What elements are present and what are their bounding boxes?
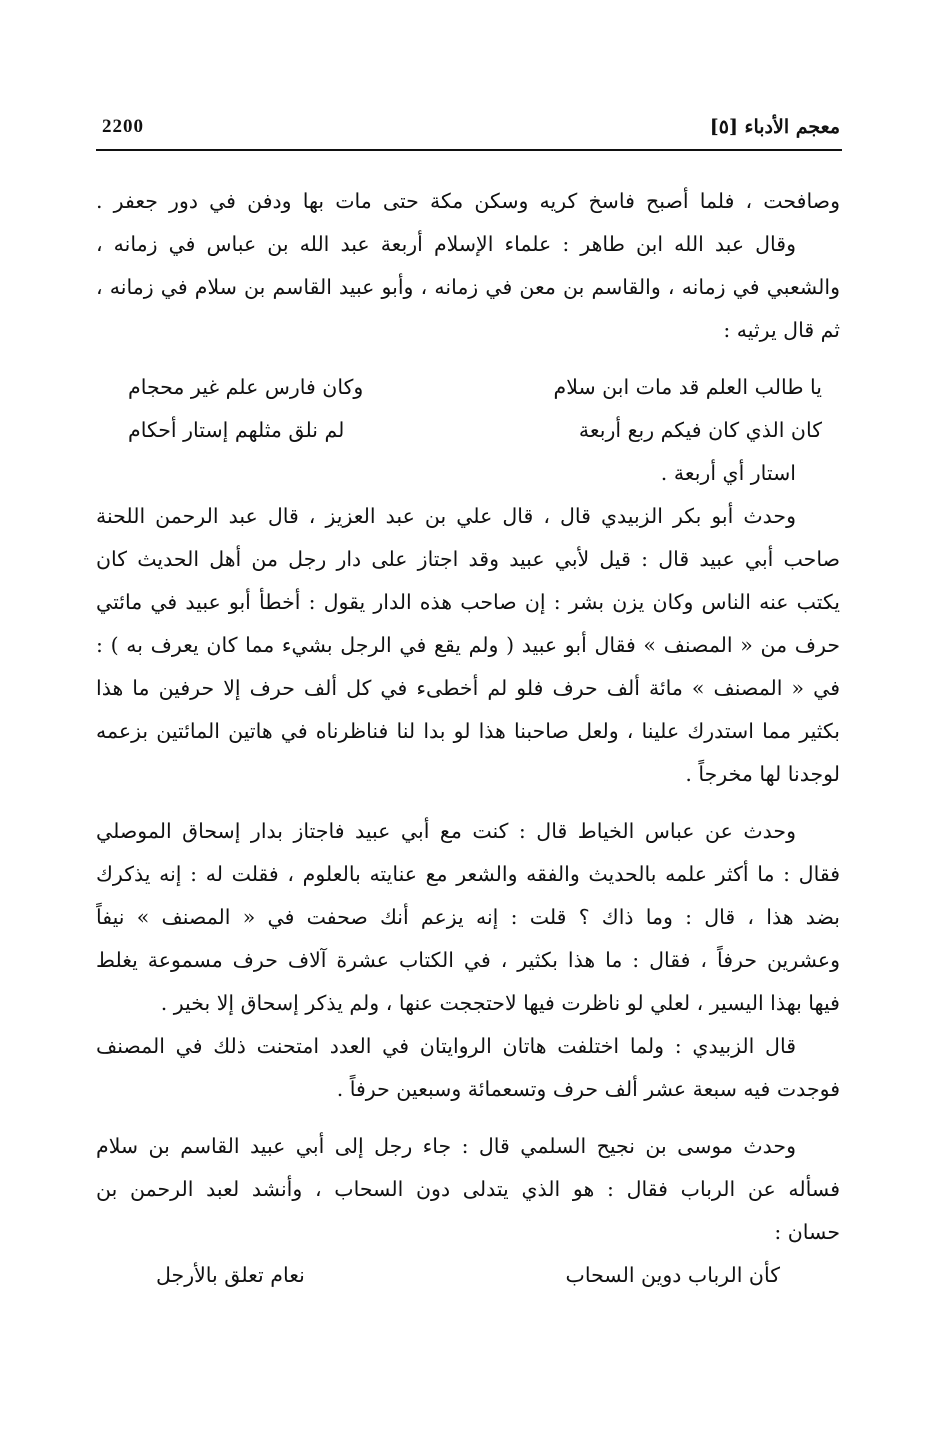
page-body <box>96 180 840 1297</box>
poem-verse <box>96 366 840 409</box>
text-line: فيها بهذا اليسير ، لعلي لو ناظرت فيها لاحتججت عنها ، ولم يذكر إسحاق إلا بخير . <box>160 991 840 1015</box>
text-line: وحدث موسى بن نجيح السلمي قال : جاء رجل إلى أبي عبيد القاسم بن سلام <box>96 1134 796 1158</box>
text-line: فسأله عن الرباب فقال : هو الذي يتدلى دون السحاب ، وأنشد لعبد الرحمن بن <box>96 1177 840 1201</box>
text-line: وصافحت ، فلما أصبح فاسخ كريه وسكن مكة حتى مات بها ودفن في دور جعفر . <box>96 189 840 213</box>
poem-verse <box>96 1254 840 1297</box>
poem-verse <box>96 409 840 452</box>
header-rule <box>96 149 842 151</box>
text-line: حسان : <box>774 1220 840 1244</box>
text-line: في « المصنف » مائة ألف حرف فلو لم أخطىء في كل ألف حرف إلا حرفين ما هذا <box>96 676 840 700</box>
verse-second-hemistich: وكان فارس علم غير محجام <box>128 375 364 399</box>
verse-first-hemistich: كأن الرباب دوين السحاب <box>565 1263 780 1287</box>
text-line: والشعبي في زمانه ، والقاسم بن معن في زمانه ، وأبو عبيد القاسم بن سلام في زمانه ، <box>96 275 840 299</box>
poem-note: استار أي أربعة . <box>660 461 796 485</box>
text-line: فوجدت فيه سبعة عشر ألف حرف وتسعمائة وسبعين حرفاً . <box>336 1077 840 1101</box>
text-line: وحدث أبو بكر الزبيدي قال ، قال علي بن عبد العزيز ، قال عبد الرحمن اللحنة <box>96 504 796 528</box>
verse-first-hemistich: يا طالب العلم قد مات ابن سلام <box>553 375 822 399</box>
text-line: صاحب أبي عبيد قال : قيل لأبي عبيد وقد اجتاز على دار رجل من أهل الحديث كان <box>96 547 840 571</box>
text-line: لوجدنا لها مخرجاً . <box>685 762 840 786</box>
page-number: 2200 <box>102 116 144 137</box>
text-line: فقال : ما أكثر علمه بالحديث والفقه والشعر مع عنايته بالعلوم ، فقلت له : إنه يذكرك <box>96 862 840 886</box>
text-line: وقال عبد الله ابن طاهر : علماء الإسلام أربعة عبد الله بن عباس في زمانه ، <box>96 232 796 256</box>
page-header <box>96 112 840 146</box>
text-line: بضد هذا ، قال : وما ذاك ؟ قلت : إنه يزعم أنك صحفت في « المصنف » نيفاً <box>96 905 840 929</box>
verse-second-hemistich: لم نلق مثلهم إستار أحكام <box>128 418 345 442</box>
text-line: ثم قال يرثيه : <box>723 318 840 342</box>
text-line: بكثير مما استدرك علينا ، ولعل صاحبنا هذا لو بدا لنا فناظرناه في هاتين المائتين بزعمه <box>96 719 840 743</box>
text-line: وعشرين حرفاً ، فقال : ما هذا بكثير ، في الكتاب عشرة آلاف حرف مسموعة يغلط <box>96 948 840 972</box>
text-line: حرف من « المصنف » فقال أبو عبيد ( ولم يقع في الرجل بشيء مما كان يعرف به ) : <box>96 633 840 657</box>
running-title: معجم الأدباء [٥] <box>709 116 840 138</box>
text-line: وحدث عن عباس الخياط قال : كنت مع أبي عبيد فاجتاز بدار إسحاق الموصلي <box>96 819 796 843</box>
text-line: يكتب عنه الناس وكان يزن بشر : إن صاحب هذه الدار يقول : أخطأ أبو عبيد في مائتي <box>96 590 840 614</box>
verse-second-hemistich: نعام تعلق بالأرجل <box>156 1263 305 1287</box>
verse-first-hemistich: كان الذي كان فيكم ربع أربعة <box>578 418 822 442</box>
text-line: قال الزبيدي : ولما اختلفت هاتان الروايتان في العدد امتحنت ذلك في المصنف <box>96 1034 796 1058</box>
